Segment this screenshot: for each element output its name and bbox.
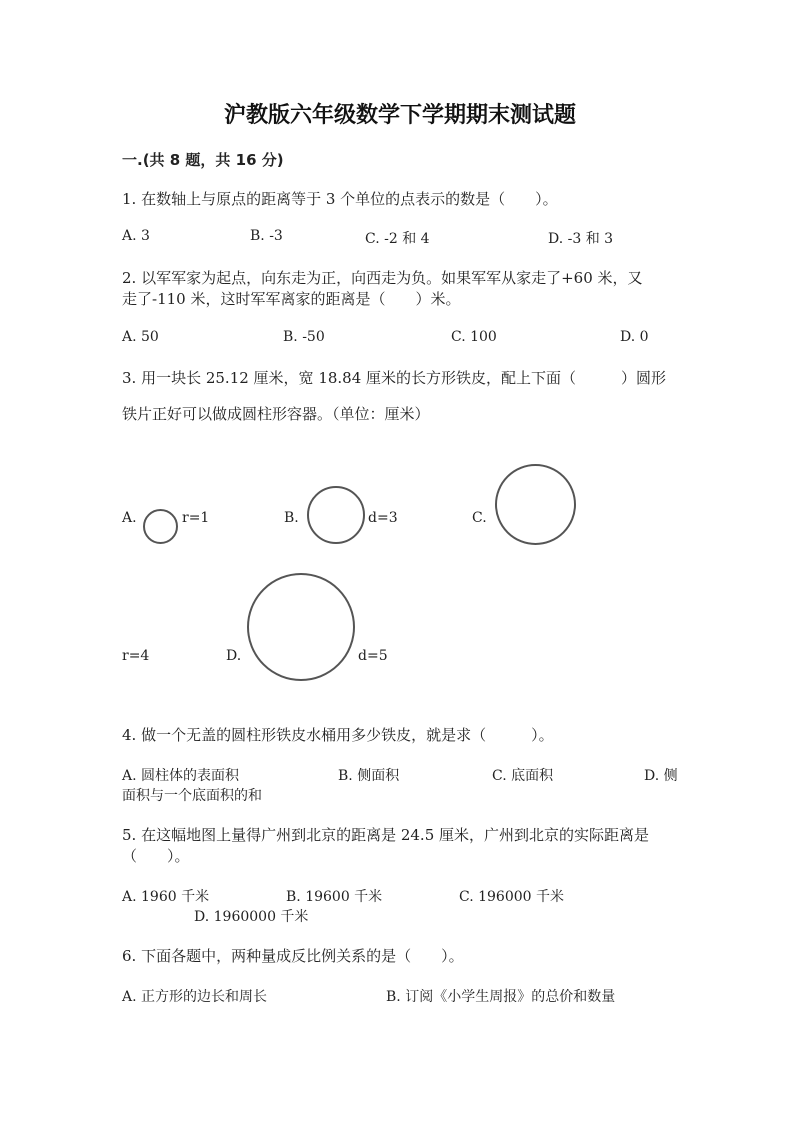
circle-d5-shape [247, 573, 355, 681]
q2-option-c[interactable]: C. 100 [451, 329, 497, 345]
question-5-stem-line2: （ ）。 [122, 847, 190, 865]
q2-option-d[interactable]: D. 0 [620, 329, 649, 345]
q1-option-a[interactable]: A. 3 [122, 228, 150, 244]
q4-option-a[interactable]: A. 圆柱体的表面积 [122, 768, 240, 784]
q4-option-d-continued: 面积与一个底面积的和 [122, 788, 262, 804]
q5-option-c[interactable]: C. 196000 千米 [459, 889, 565, 905]
question-3-stem-line2: 铁片正好可以做成圆柱形容器。（单位：厘米） [122, 405, 430, 423]
q4-option-d[interactable]: D. 侧 [644, 768, 678, 784]
page-title: 沪教版六年级数学下学期期末测试题 [223, 103, 576, 128]
q5-option-b[interactable]: B. 19600 千米 [286, 889, 383, 905]
q3-option-a[interactable]: A. [122, 510, 137, 526]
q3-option-c[interactable]: C. [472, 510, 487, 526]
section-heading: 一.(共 8 题，共 16 分) [122, 151, 284, 169]
q1-option-d[interactable]: D. -3 和 3 [548, 231, 614, 247]
circle-d3-shape [307, 486, 365, 544]
question-1-stem: 1. 在数轴上与原点的距离等于 3 个单位的点表示的数是（ ）。 [122, 190, 558, 208]
q2-option-b[interactable]: B. -50 [283, 329, 325, 345]
q2-option-a[interactable]: A. 50 [122, 329, 159, 345]
q3-label-d3: d=3 [368, 510, 398, 526]
question-5-stem-line1: 5. 在这幅地图上量得广州到北京的距离是 24.5 厘米，广州到北京的实际距离是 [122, 826, 650, 844]
circle-c-shape [495, 464, 576, 545]
q5-option-d[interactable]: D. 1960000 千米 [194, 909, 309, 925]
q3-option-b[interactable]: B. [284, 510, 299, 526]
q1-option-b[interactable]: B. -3 [250, 228, 283, 244]
question-4-stem: 4. 做一个无盖的圆柱形铁皮水桶用多少铁皮，就是求（ ）。 [122, 726, 554, 744]
question-2-stem-line2: 走了-110 米，这时军军离家的距离是（ ）米。 [122, 290, 461, 308]
q1-option-c[interactable]: C. -2 和 4 [365, 231, 430, 247]
question-2-stem-line1: 2. 以军军家为起点，向东走为正，向西走为负。如果军军从家走了+60 米，又 [122, 269, 643, 287]
q3-label-d5: d=5 [358, 648, 388, 664]
question-3-stem-line1: 3. 用一块长 25.12 厘米，宽 18.84 厘米的长方形铁皮，配上下面（ ）圆形 [122, 369, 667, 387]
q6-option-a[interactable]: A. 正方形的边长和周长 [122, 989, 268, 1005]
q6-option-b[interactable]: B. 订阅《小学生周报》的总价和数量 [386, 989, 616, 1005]
q3-label-r1: r=1 [182, 510, 210, 526]
circle-r1-shape [143, 509, 178, 544]
question-6-stem: 6. 下面各题中，两种量成反比例关系的是（ ）。 [122, 947, 464, 965]
q3-option-d[interactable]: D. [226, 648, 242, 664]
q4-option-b[interactable]: B. 侧面积 [338, 768, 400, 784]
q5-option-a[interactable]: A. 1960 千米 [122, 889, 210, 905]
q3-label-r4: r=4 [122, 648, 150, 664]
q4-option-c[interactable]: C. 底面积 [492, 768, 554, 784]
